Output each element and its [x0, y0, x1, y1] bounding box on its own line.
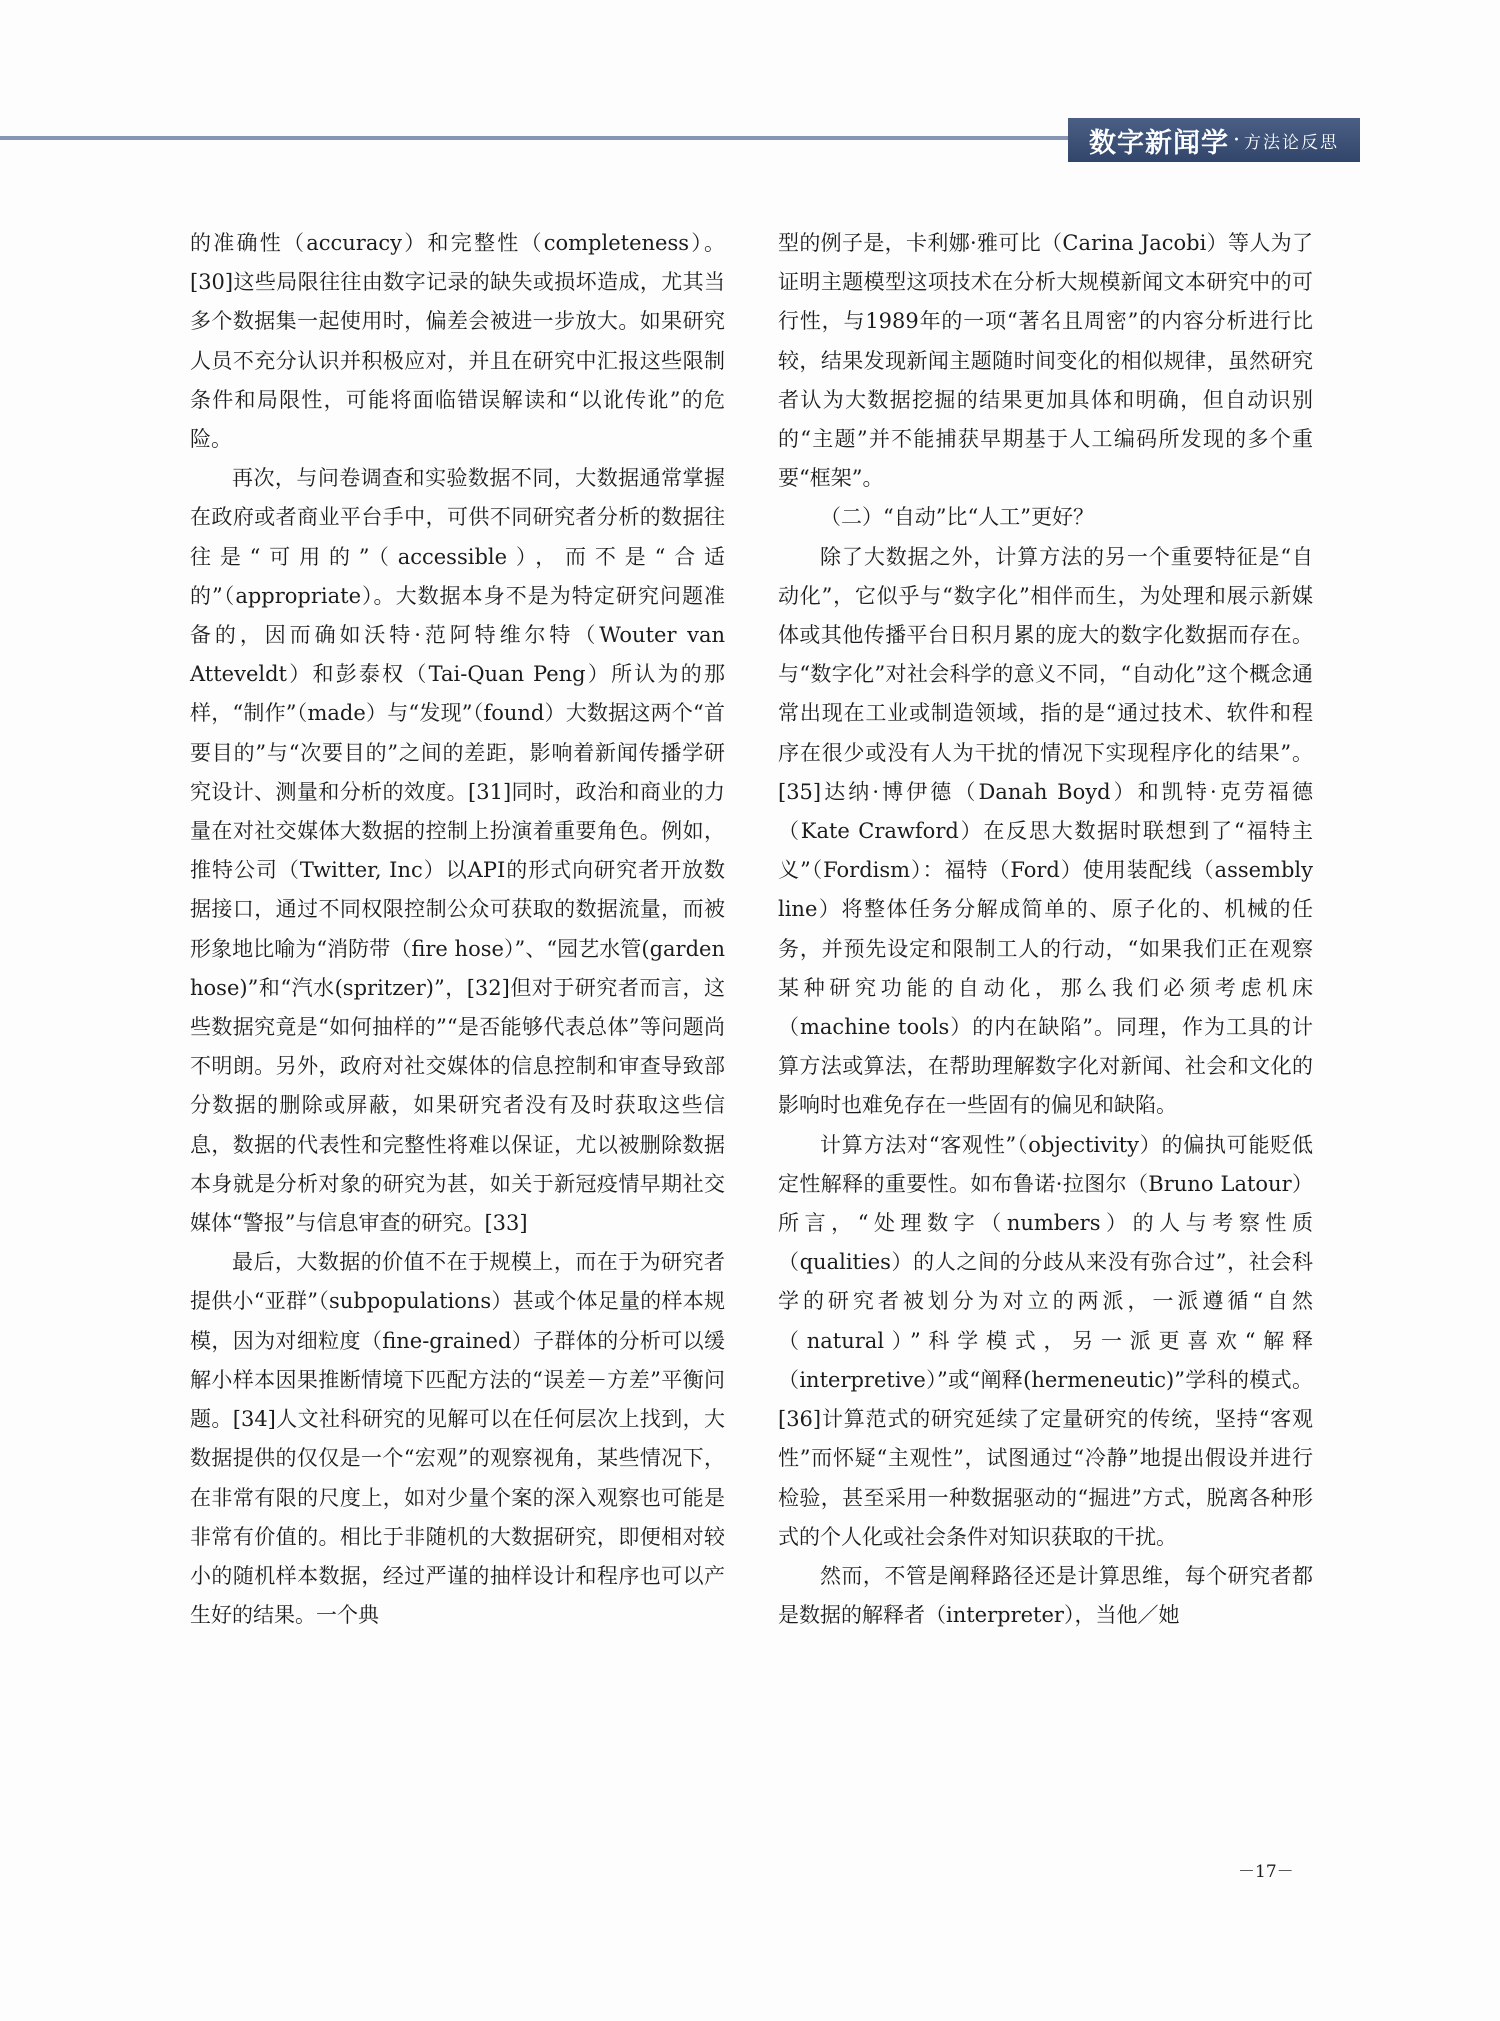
header-rule [0, 136, 1068, 140]
left-text-column [190, 224, 725, 1635]
journal-section-separator: · [1233, 127, 1240, 153]
paragraph: 然而，不管是阐释路径还是计算思维，每个研究者都是数据的解释者（interpreter），当他／她 [778, 1563, 1313, 1628]
paragraph: 除了大数据之外，计算方法的另一个重要特征是“自动化”，它似乎与“数字化”相伴而生，为处理和展示新媒体或其他传播平台日积月累的庞大的数字化数据而存在。与“数字化”对社会科学的意义不同，“自动化”这个概念通常出现在工业或制造领域，指的是“通过技术、软件和程序在很少或没有人为干扰的情况下实现程序化的结果”。[35]达纳·博伊德（Danah Boyd）和凯特·克劳福德（Kate Crawford）在反思大数据时联想到了“福特主义”（Fordism）：福特（Ford）使用装配线（assembly line）将整体任务分解成简单的、原子化的、机械的任务，并预先设定和限制工人的行动，“如果我们正在观察某种研究功能的自动化，那么我们必须考虑机床（machine tools）的内在缺陷”。同理，作为工具的计算方法或算法，在帮助理解数字化对新闻、社会和文化的影响时也难免存在一些固有的偏见和缺陷。 [778, 544, 1313, 1118]
journal-section-tag [1068, 118, 1360, 162]
paragraph: 的准确性（accuracy）和完整性（completeness）。[30]这些局限往往由数字记录的缺失或损坏造成，尤其当多个数据集一起使用时，偏差会被进一步放大。如果研究人员不充分认识并积极应对，并且在研究中汇报这些限制条件和局限性，可能将面临错误解读和“以讹传讹”的危险。 [190, 231, 725, 452]
paragraph: 最后，大数据的价值不在于规模上，而在于为研究者提供小“亚群”（subpopulations）甚或个体足量的样本规模，因为对细粒度（fine-grained）子群体的分析可以缓解小样本因果推断情境下匹配方法的“误差－方差”平衡问题。[34]人文社科研究的见解可以在任何层次上找到，大数据提供的仅仅是一个“宏观”的观察视角，某些情况下，在非常有限的尺度上，如对少量个案的深入观察也可能是非常有价值的。相比于非随机的大数据研究，即便相对较小的随机样本数据，经过严谨的抽样设计和程序也可以产生好的结果。一个典 [190, 1250, 725, 1628]
paragraph: 型的例子是，卡利娜·雅可比（Carina Jacobi）等人为了证明主题模型这项技术在分析大规模新闻文本研究中的可行性，与1989年的一项“著名且周密”的内容分析进行比较，结果发现新闻主题随时间变化的相似规律，虽然研究者认为大数据挖掘的结果更加具体和明确，但自动识别的“主题”并不能捕获早期基于人工编码所发现的多个重要“框架”。 [778, 231, 1313, 491]
journal-section-subtitle: 方法论反思 [1244, 132, 1339, 153]
page-number: －17－ [1238, 1862, 1294, 1882]
right-text-column [778, 224, 1313, 1635]
journal-section-title: 数字新闻学 [1089, 127, 1229, 159]
section-heading: （二）“自动”比“人工”更好？ [820, 505, 1094, 530]
paragraph: 再次，与问卷调查和实验数据不同，大数据通常掌握在政府或者商业平台手中，可供不同研究者分析的数据往往是“可用的”（accessible），而不是“合适的”（appropriate）。大数据本身不是为特定研究问题准备的，因而确如沃特·范阿特维尔特（Wouter van Atteveldt）和彭泰权（Tai-Quan Peng）所认为的那样，“制作”（made）与“发现”（found）大数据这两个“首要目的”与“次要目的”之间的差距，影响着新闻传播学研究设计、测量和分析的效度。[31]同时，政治和商业的力量在对社交媒体大数据的控制上扮演着重要角色。例如，推特公司（Twitter, Inc）以API的形式向研究者开放数据接口，通过不同权限控制公众可获取的数据流量，而被形象地比喻为“消防带（fire hose）”、“园艺水管(garden hose)”和“汽水(spritzer)”，[32]但对于研究者而言，这些数据究竟是“如何抽样的”“是否能够代表总体”等问题尚不明朗。另外，政府对社交媒体的信息控制和审查导致部分数据的删除或屏蔽，如果研究者没有及时获取这些信息，数据的代表性和完整性将难以保证，尤以被删除数据本身就是分析对象的研究为甚，如关于新冠疫情早期社交媒体“警报”与信息审查的研究。[33] [190, 466, 725, 1236]
paragraph: 计算方法对“客观性”（objectivity）的偏执可能贬低定性解释的重要性。如布鲁诺·拉图尔（Bruno Latour）所言，“处理数字（numbers）的人与考察性质（qualities）的人之间的分歧从来没有弥合过”，社会科学的研究者被划分为对立的两派，一派遵循“自然（natural）”科学模式，另一派更喜欢“解释（interpretive）”或“阐释(hermeneutic)”学科的模式。[36]计算范式的研究延续了定量研究的传统，坚持“客观性”而怀疑“主观性”，试图通过“冷静”地提出假设并进行检验，甚至采用一种数据驱动的“掘进”方式，脱离各种形式的个人化或社会条件对知识获取的干扰。 [778, 1132, 1313, 1549]
